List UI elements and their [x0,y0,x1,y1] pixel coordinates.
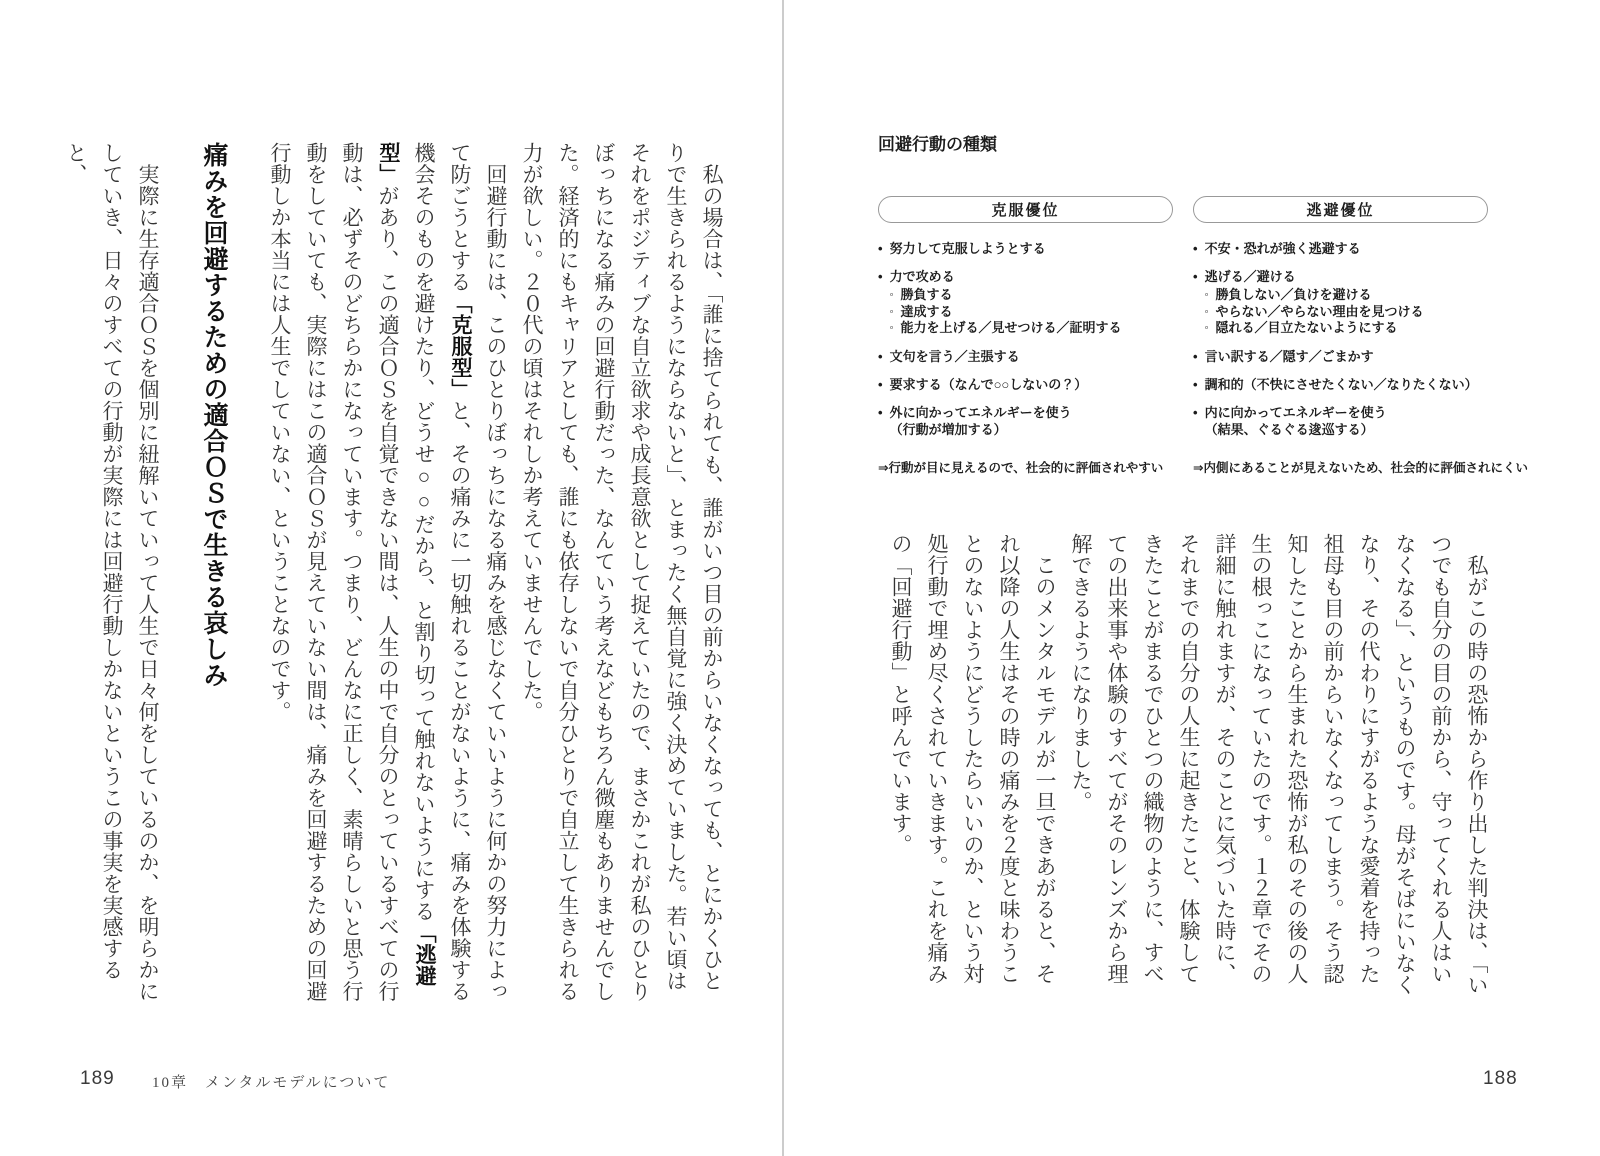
bullet-icon: • [878,269,883,284]
diagram-item-content [890,376,1088,393]
page-divider [782,0,784,1156]
diagram-item-label: 要求する（なんで○○しないの？） [889,376,1088,392]
diagram-item-label-line2: （行動が増加する） [889,421,1007,437]
diagram-subitem-label: 隠れる／目立たないようにする [1215,320,1398,335]
diagram-item-content [1205,268,1424,337]
diagram-list-escape [1193,240,1495,438]
diagram-item [1193,404,1495,438]
bullet-icon: • [878,241,883,256]
bullet-icon: • [1193,348,1198,364]
diagram-subitem [1205,304,1424,321]
diagram-item-label: 言い訳する／隠す／ごまかす [1204,348,1374,364]
diagram-item-content [890,404,1072,438]
diagram-subitem [890,287,1122,304]
diagram-column-overcome [878,196,1180,475]
text-segment: があり、この適合ＯＳを自覚できない間は、人生の中で自分のとっているすべての行動は、必ずそのどちらかになっています。つまり、どんなに正しく、素晴らしいと思う行動をしていても、実際にはこの適合ＯＳが見えていない間は、痛みを回避するための回避行動しか本当には人生でしていない、ということなのです。 [268,142,400,1002]
bullet-icon: • [1193,241,1198,256]
diagram-item [1193,240,1495,257]
sub-bullet-icon: ◦ [1204,305,1209,318]
diagram-item [878,240,1180,257]
page-number-189: 189 [80,1068,115,1089]
diagram-item-content [1205,240,1361,257]
diagram-item-label: 外に向かってエネルギーを使う [889,404,1072,420]
diagram-item-content [1205,348,1374,365]
bullet-icon: • [1193,376,1198,392]
sub-bullet-icon: ◦ [889,289,894,301]
diagram-item-content [890,240,1046,257]
paragraph: 実際に生存適合ＯＳを個別に紐解いていって人生で日々何をしているのか、を明らかにしていき、日々のすべての行動が実際には回避行動しかないというこの事実を実感すると、 [64,142,160,1002]
diagram-title: 回避行動の種類 [878,135,997,154]
diagram-item [1193,348,1495,365]
bullet-icon: • [878,376,883,392]
page-number-188: 188 [1483,1068,1518,1089]
diagram-subitem [890,304,1122,321]
diagram-item [1193,268,1495,337]
diagram-item-label: 逃げる／避ける [1204,269,1296,284]
text-segment: 回避行動には、このひとりぼっちになる痛みを感じなくていいように何かの努力によって防ごうとする [448,142,508,1002]
diagram-subitem-label: 能力を上げる／見せつける／証明する [900,320,1122,335]
diagram-header-overcome: 克服優位 [878,196,1173,223]
diagram-note-overcome: ⇒行動が目に見えるので、社会的に評価されやすい [878,461,1164,475]
diagram-item [878,348,1180,365]
paragraph: このメンタルモデルが一旦できあがると、それ以降の人生はその時の痛みを２度と味わうことのないようにどうしたらいいのか、という対処行動で埋め尽くされていきます。これを痛みの「回避行動」と呼んでいます。 [889,533,1057,985]
diagram-item-label: 内に向かってエネルギーを使う [1204,404,1387,420]
diagram-item-label-line2: （結果、ぐるぐる逡巡する） [1204,421,1374,437]
emphasized-term: 「逃避型」 [377,142,436,987]
sub-bullet-icon: ◦ [1204,322,1209,334]
diagram-item-label: 努力して克服しようとする [889,241,1046,256]
chapter-running-head: 10章 メンタルモデルについて [152,1075,391,1091]
diagram-item-label: 調和的（不快にさせたくない／なりたくない） [1204,376,1478,392]
text-segment: と、その痛みに一切触れることがないように、痛みを体験する機会そのものを避けたり、どうせ○○だから、と割り切って触れないようにする [412,142,472,1002]
diagram-item-label: 不安・恐れが強く逃避する [1204,241,1361,256]
diagram-subitem-label: 達成する [900,303,953,319]
diagram-column-escape [1193,196,1528,475]
diagram-item [1193,376,1495,393]
diagram-note-escape: ⇒内側にあることが見えないため、社会的に評価されにくい [1193,461,1528,475]
diagram-item-label: 文句を言う／主張する [889,348,1020,364]
body-text-left [58,142,730,1004]
bullet-icon: • [878,348,883,364]
diagram-header-escape: 逃避優位 [1193,196,1488,223]
diagram-subitem-label: やらない／やらない理由を見つける [1215,303,1424,319]
diagram-subitem [1205,287,1424,304]
bullet-icon: • [1193,269,1198,284]
diagram-item [878,268,1180,337]
emphasized-term: 「克服型」 [449,292,472,400]
bullet-icon: • [878,404,883,420]
paragraph: 私の場合は、「誰に捨てられても、誰がいつ目の前からいなくなっても、とにかくひとりで生きられるようにならないと」、とまったく無自覚に強く決めていました。若い頃はそれをポジティブな自立欲求や成長意欲として捉えていたので、まさかこれが私のひとりぼっちになる痛みの回避行動だった、なんていう考えなどもちろん微塵もありませんでした。経済的にもキャリアとしても、誰にも依存しないで自分ひとりで自立して生きられる力が欲しい。２０代の頃はそれしか考えていませんでした。 [520,142,724,1002]
diagram-item-content [890,348,1020,365]
diagram-sublist [890,287,1122,337]
diagram-item-label: 力で攻める [889,269,955,284]
diagram-item [878,376,1180,393]
diagram-subitem-label: 勝負しない／負けを避ける [1215,287,1372,302]
sub-bullet-icon: ◦ [889,322,894,334]
bullet-icon: • [1193,404,1198,420]
sub-bullet-icon: ◦ [1204,289,1209,301]
sub-bullet-icon: ◦ [889,305,894,318]
diagram-item-content [1205,404,1387,438]
diagram-sublist [1205,287,1424,337]
diagram-subitem-label: 勝負する [900,287,953,302]
paragraph: 私がこの時の恐怖から作り出した判決は、「いつでも自分の目の前から、守ってくれる人はいなくなる」、というものです。母がそばにいなくなり、その代わりにすがるような愛着を持った祖母も目の前からいなくなってしまう。そう認知したことから生まれた恐怖が私のその後の人生の根っこになっていたのです。１２章でその詳細に触れますが、そのことに気づいた時に、それまでの自分の人生に起きたこと、体験してきたことがまるでひとつの織物のように、すべての出来事や体験のすべてがそのレンズから理解できるようになりました。 [1069,533,1489,996]
diagram-subitem [890,320,1122,337]
paragraph [262,142,514,1004]
diagram-item [878,404,1180,438]
diagram-item-content [890,268,1122,337]
diagram-list-overcome [878,240,1180,438]
section-heading: 痛みを回避するための適合ＯＳで生きる哀しみ [200,142,228,688]
diagram-subitem [1205,320,1424,337]
diagram-item-content [1205,376,1478,393]
body-text-right [883,533,1495,1003]
